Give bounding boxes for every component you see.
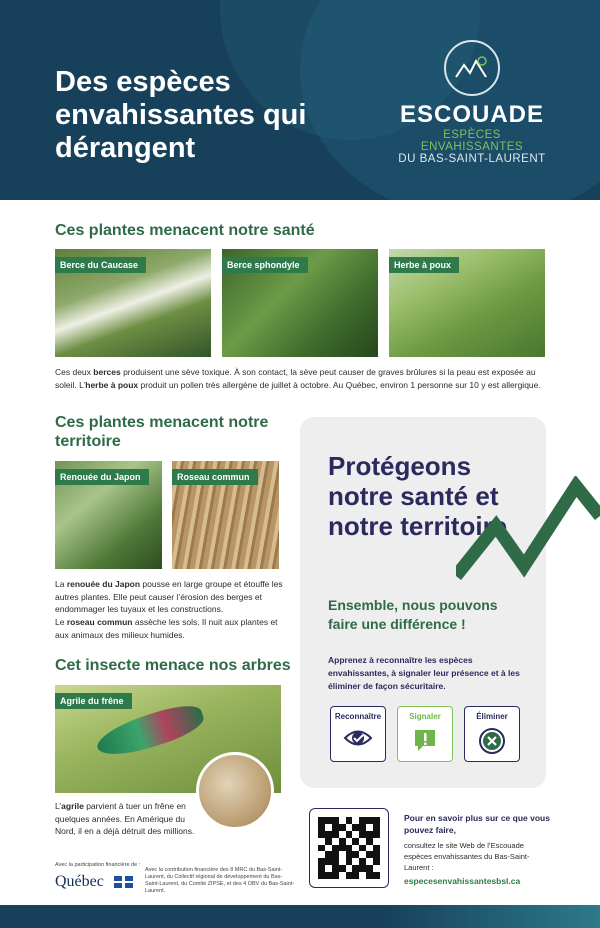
photo-tag: Roseau commun — [172, 469, 258, 485]
photo-berce-du-caucase — [55, 249, 211, 357]
info-title: Pour en savoir plus sur ce que vous pouvez faire, — [404, 813, 550, 835]
health-description: Ces deux berces produisent une sève toxique. À son contact, la sève peut causer de graves brûlures si la peau est exposée au soleil. L’herbe à poux produit un pollen très allergène de juillet à octobre. Au Québec, environ 1 personne sur 10 y est allergique. — [55, 367, 541, 390]
photo-berce-sphondyle — [222, 249, 378, 357]
quebec-logo-text: Québec — [55, 873, 104, 890]
logo-name: ESCOUADE — [399, 101, 545, 128]
section-territory-title: Ces plantes menacent notre territoire — [55, 414, 269, 450]
section-insect-title: Cet insecte menace nos arbres — [55, 657, 291, 674]
website-link[interactable]: especesenvahissantesbsl.ca — [404, 876, 521, 886]
photo-tag: Agrile du frêne — [55, 693, 132, 709]
eye-check-icon — [331, 727, 385, 756]
photo-tag: Herbe à poux — [389, 257, 459, 273]
logo-emblem-icon — [444, 40, 500, 96]
photo-tag: Berce du Caucase — [55, 257, 146, 273]
qr-code[interactable] — [309, 808, 389, 888]
panel-note: Apprenez à reconnaître les espèces envahissantes, à signaler leur présence et à les éliminer de façon sécuritaire. — [328, 655, 520, 691]
logo-subtitle-2: DU BAS-SAINT-LAURENT — [398, 153, 546, 165]
contribution-text: Avec la contribution financière des 8 MRC du Bas-Saint-Laurent, du Collectif régional de développement du Bas-Saint-Laurent, du Comité ZIPSE, et des 4 OBV du Bas-Saint-Laurent. — [145, 867, 295, 894]
action-signaler — [397, 706, 453, 762]
action-label: Signaler — [409, 712, 441, 721]
action-eliminer — [464, 706, 520, 762]
photo-tag: Renouée du Japon — [55, 469, 149, 485]
photo-tag: Berce sphondyle — [222, 257, 308, 273]
photo-herbe-a-poux — [389, 249, 545, 357]
panel-title: Protégeons notre santé et notre territoire — [328, 451, 508, 541]
photo-roseau-commun — [172, 461, 279, 569]
photo-renouee-du-japon — [55, 461, 162, 569]
poster-footer — [0, 905, 600, 928]
roseau-description: Le roseau commun assèche les sols. Il nuit aux plantes et aux animaux des milieux humides. — [55, 617, 278, 640]
action-reconnaitre — [330, 706, 386, 762]
quebec-flag-icon — [114, 876, 133, 888]
mountain-zigzag-icon — [456, 476, 600, 586]
logo-subtitle-1: ESPÈCES ENVAHISSANTES — [420, 129, 524, 153]
action-label: Reconnaître — [334, 712, 382, 721]
exclamation-icon — [398, 727, 452, 758]
section-health-title: Ces plantes menacent notre santé — [55, 222, 315, 239]
panel-subtitle: Ensemble, nous pouvons faire une différence ! — [328, 597, 498, 632]
renouee-description: La renouée du Japon pousse en large groupe et étouffe les autres plantes. Elle peut causer l’érosion des berges et endommager les tuyaux et les constructions. — [55, 579, 283, 614]
action-label: Éliminer — [476, 712, 508, 721]
escouade-logo — [392, 40, 552, 165]
info-text: consultez le site Web de l’Escouade espèces envahissantes du Bas-Saint-Laurent : — [404, 841, 530, 872]
wood-galleries-image — [196, 752, 274, 830]
poster-headline: Des espèces envahissantes qui dérangent — [55, 66, 307, 164]
poster-header — [0, 0, 600, 200]
qr-code-pattern — [318, 817, 380, 879]
agrile-description: L’agrile parvient à tuer un frêne en quelques années. En Amérique du Nord, il en a déjà détruit des millions. — [55, 801, 195, 836]
partner-label: Avec la participation financière de : — [55, 862, 141, 868]
x-circle-icon — [465, 727, 519, 760]
